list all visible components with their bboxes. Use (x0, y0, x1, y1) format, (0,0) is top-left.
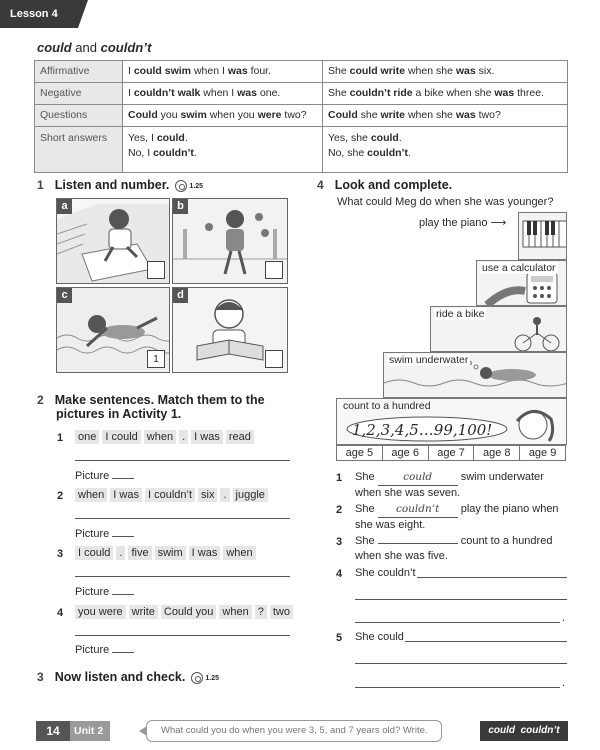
word-chip[interactable]: when (144, 430, 176, 444)
grammar-title-could: could (37, 40, 72, 55)
activity-title: Look and complete. (334, 178, 453, 192)
word-chips (75, 605, 296, 619)
word-chip[interactable]: read (226, 430, 254, 444)
fill-blank[interactable] (378, 543, 458, 544)
unit-label: Unit 2 (70, 721, 110, 741)
answer-line[interactable] (75, 460, 290, 461)
grammar-example: Could you swim when you were two? (123, 105, 323, 127)
activity-title: Listen and number. (54, 178, 170, 192)
word-chips (75, 488, 271, 502)
grammar-title-and: and (75, 40, 97, 55)
word-chip[interactable]: . (179, 430, 188, 444)
word-chip[interactable]: . (220, 488, 229, 502)
activity-number: 3 (37, 670, 44, 684)
end-period: . (562, 612, 566, 624)
completion-sentence: She count to a hundred when she was five. (355, 535, 553, 562)
word-chip[interactable]: when (223, 546, 255, 560)
word-chip[interactable]: ? (255, 605, 267, 619)
count-label: count to a hundred (343, 400, 431, 412)
answer-line[interactable] (75, 576, 290, 577)
activity-title-line2: pictures in Activity 1. (56, 407, 182, 421)
answer-line[interactable] (355, 622, 560, 623)
item-number: 5 (336, 632, 343, 644)
word-chip[interactable]: when (75, 488, 107, 502)
word-chip[interactable]: you were (75, 605, 126, 619)
picture-letter: b (173, 199, 188, 214)
arrow-right-icon: ⟶ (490, 217, 507, 229)
activity4-heading (317, 178, 452, 192)
audio-cd-icon[interactable] (175, 180, 187, 192)
word-chip[interactable]: Could you (161, 605, 217, 619)
word-chip[interactable]: juggle (233, 488, 268, 502)
lesson-tab: Lesson 4 (0, 0, 78, 28)
item-number: 3 (336, 536, 343, 548)
piano-keyboard-illustration (519, 213, 567, 260)
grammar-row-questions (35, 105, 568, 127)
answer-line[interactable] (355, 663, 567, 664)
audio-cd-icon[interactable] (191, 672, 203, 684)
answer-line[interactable] (75, 635, 290, 636)
activity1-heading (37, 178, 203, 192)
word-chip[interactable]: I could (102, 430, 140, 444)
word-chip[interactable]: five (128, 546, 151, 560)
word-chip[interactable]: write (129, 605, 158, 619)
writing-prompt: What could you do when you were 3, 5, and 7 years old? Write. (146, 720, 442, 742)
item-number: 3 (57, 548, 64, 560)
end-period: . (562, 677, 566, 689)
age-cell: age 9 (528, 447, 557, 459)
picture-letter: c (57, 288, 72, 303)
item-number: 1 (336, 472, 343, 484)
picture-letter: d (173, 288, 188, 303)
completion-sentence: She could swim underwater when she was seven. (355, 471, 544, 499)
activity-number: 2 (37, 393, 44, 407)
grammar-example: Yes, she could. No, she couldn’t. (323, 127, 568, 173)
word-chip[interactable]: one (75, 430, 99, 444)
picture-c (56, 287, 170, 373)
piano-label: play the piano ⟶ (419, 217, 507, 229)
picture-d (172, 287, 288, 373)
picture-a (56, 198, 170, 284)
word-chip[interactable]: I could (75, 546, 113, 560)
swim-label: swim underwater (389, 354, 469, 366)
grammar-example: She could write when she was six. (323, 61, 568, 83)
word-chip[interactable]: six (198, 488, 217, 502)
word-chip[interactable]: two (270, 605, 293, 619)
completion-sentence: She couldn’t play the piano when she was eight. (355, 503, 559, 531)
word-chip[interactable]: I was (189, 546, 221, 560)
picture-answer[interactable]: Picture (75, 644, 134, 656)
item-number: 4 (336, 568, 343, 580)
item-number: 2 (57, 490, 64, 502)
word-chip[interactable]: when (219, 605, 251, 619)
row-label: Affirmative (35, 61, 123, 83)
grammar-example: She couldn’t ride a bike when she was three. (323, 83, 568, 105)
answer-box[interactable] (265, 350, 283, 368)
age-row (336, 445, 566, 461)
grammar-example: I could swim when I was four. (123, 61, 323, 83)
age-cell: age 7 (429, 446, 475, 460)
age-cell: age 8 (474, 446, 520, 460)
answer-box[interactable] (147, 261, 165, 279)
count-speech-bubble: 1,2,3,4,5…99,100! (352, 421, 493, 439)
item-number: 2 (336, 504, 343, 516)
page-number: 14 (36, 721, 70, 741)
picture-b (172, 198, 288, 284)
row-label: Questions (35, 105, 123, 127)
grammar-row-affirmative (35, 61, 568, 83)
picture-answer[interactable]: Picture (75, 470, 134, 482)
answer-box[interactable]: 1 (147, 350, 165, 368)
grammar-example: Could she write when she was two? (323, 105, 568, 127)
grammar-example: Yes, I could. No, I couldn’t. (123, 127, 323, 173)
grammar-example: I couldn’t walk when I was one. (123, 83, 323, 105)
answer-line[interactable] (355, 599, 567, 600)
word-chip[interactable]: I was (110, 488, 142, 502)
answer-line[interactable] (355, 687, 560, 688)
completion-sentence: She could (355, 631, 404, 643)
activity2-heading (37, 393, 297, 421)
answer-line[interactable] (405, 641, 567, 642)
age-cell: age 5 (337, 446, 383, 460)
age-cell: age 6 (383, 446, 429, 460)
row-label: Negative (35, 83, 123, 105)
fill-blank[interactable]: couldn’t (378, 502, 458, 518)
grammar-tag: could couldn’t (480, 721, 568, 741)
word-chip[interactable]: I couldn’t (145, 488, 195, 502)
grammar-table (34, 60, 568, 173)
grammar-row-short-answers (35, 127, 568, 173)
piano-panel (518, 212, 567, 260)
word-chip[interactable]: . (116, 546, 125, 560)
answer-line[interactable] (75, 518, 290, 519)
item-number: 1 (57, 432, 64, 444)
activity-title: Make sentences. Match them to the (54, 393, 265, 407)
completion-sentence: She couldn’t (355, 567, 416, 579)
activity-number: 4 (317, 178, 324, 192)
activity4-question: What could Meg do when she was younger? (337, 196, 554, 208)
grammar-title (37, 40, 151, 55)
answer-box[interactable] (265, 261, 283, 279)
bike-label: ride a bike (436, 308, 485, 320)
picture-answer[interactable]: Picture (75, 586, 134, 598)
picture-letter: a (57, 199, 72, 214)
activity1-pictures (56, 198, 288, 374)
track-number: 1.25 (189, 182, 204, 190)
picture-answer[interactable]: Picture (75, 528, 134, 540)
activity-number: 1 (37, 178, 44, 192)
word-chips (75, 546, 259, 560)
item-number: 4 (57, 607, 64, 619)
answer-line[interactable] (417, 577, 567, 578)
word-chip[interactable]: swim (155, 546, 186, 560)
grammar-row-negative (35, 83, 568, 105)
calculator-label: use a calculator (482, 262, 556, 274)
activity3-heading (37, 670, 219, 684)
track-number: 1.25 (205, 674, 220, 682)
grammar-title-couldnt: couldn’t (100, 40, 152, 55)
fill-blank[interactable]: could (378, 470, 458, 486)
word-chips (75, 430, 257, 444)
activity-title: Now listen and check. (54, 670, 186, 684)
word-chip[interactable]: I was (191, 430, 223, 444)
row-label: Short answers (35, 127, 123, 173)
